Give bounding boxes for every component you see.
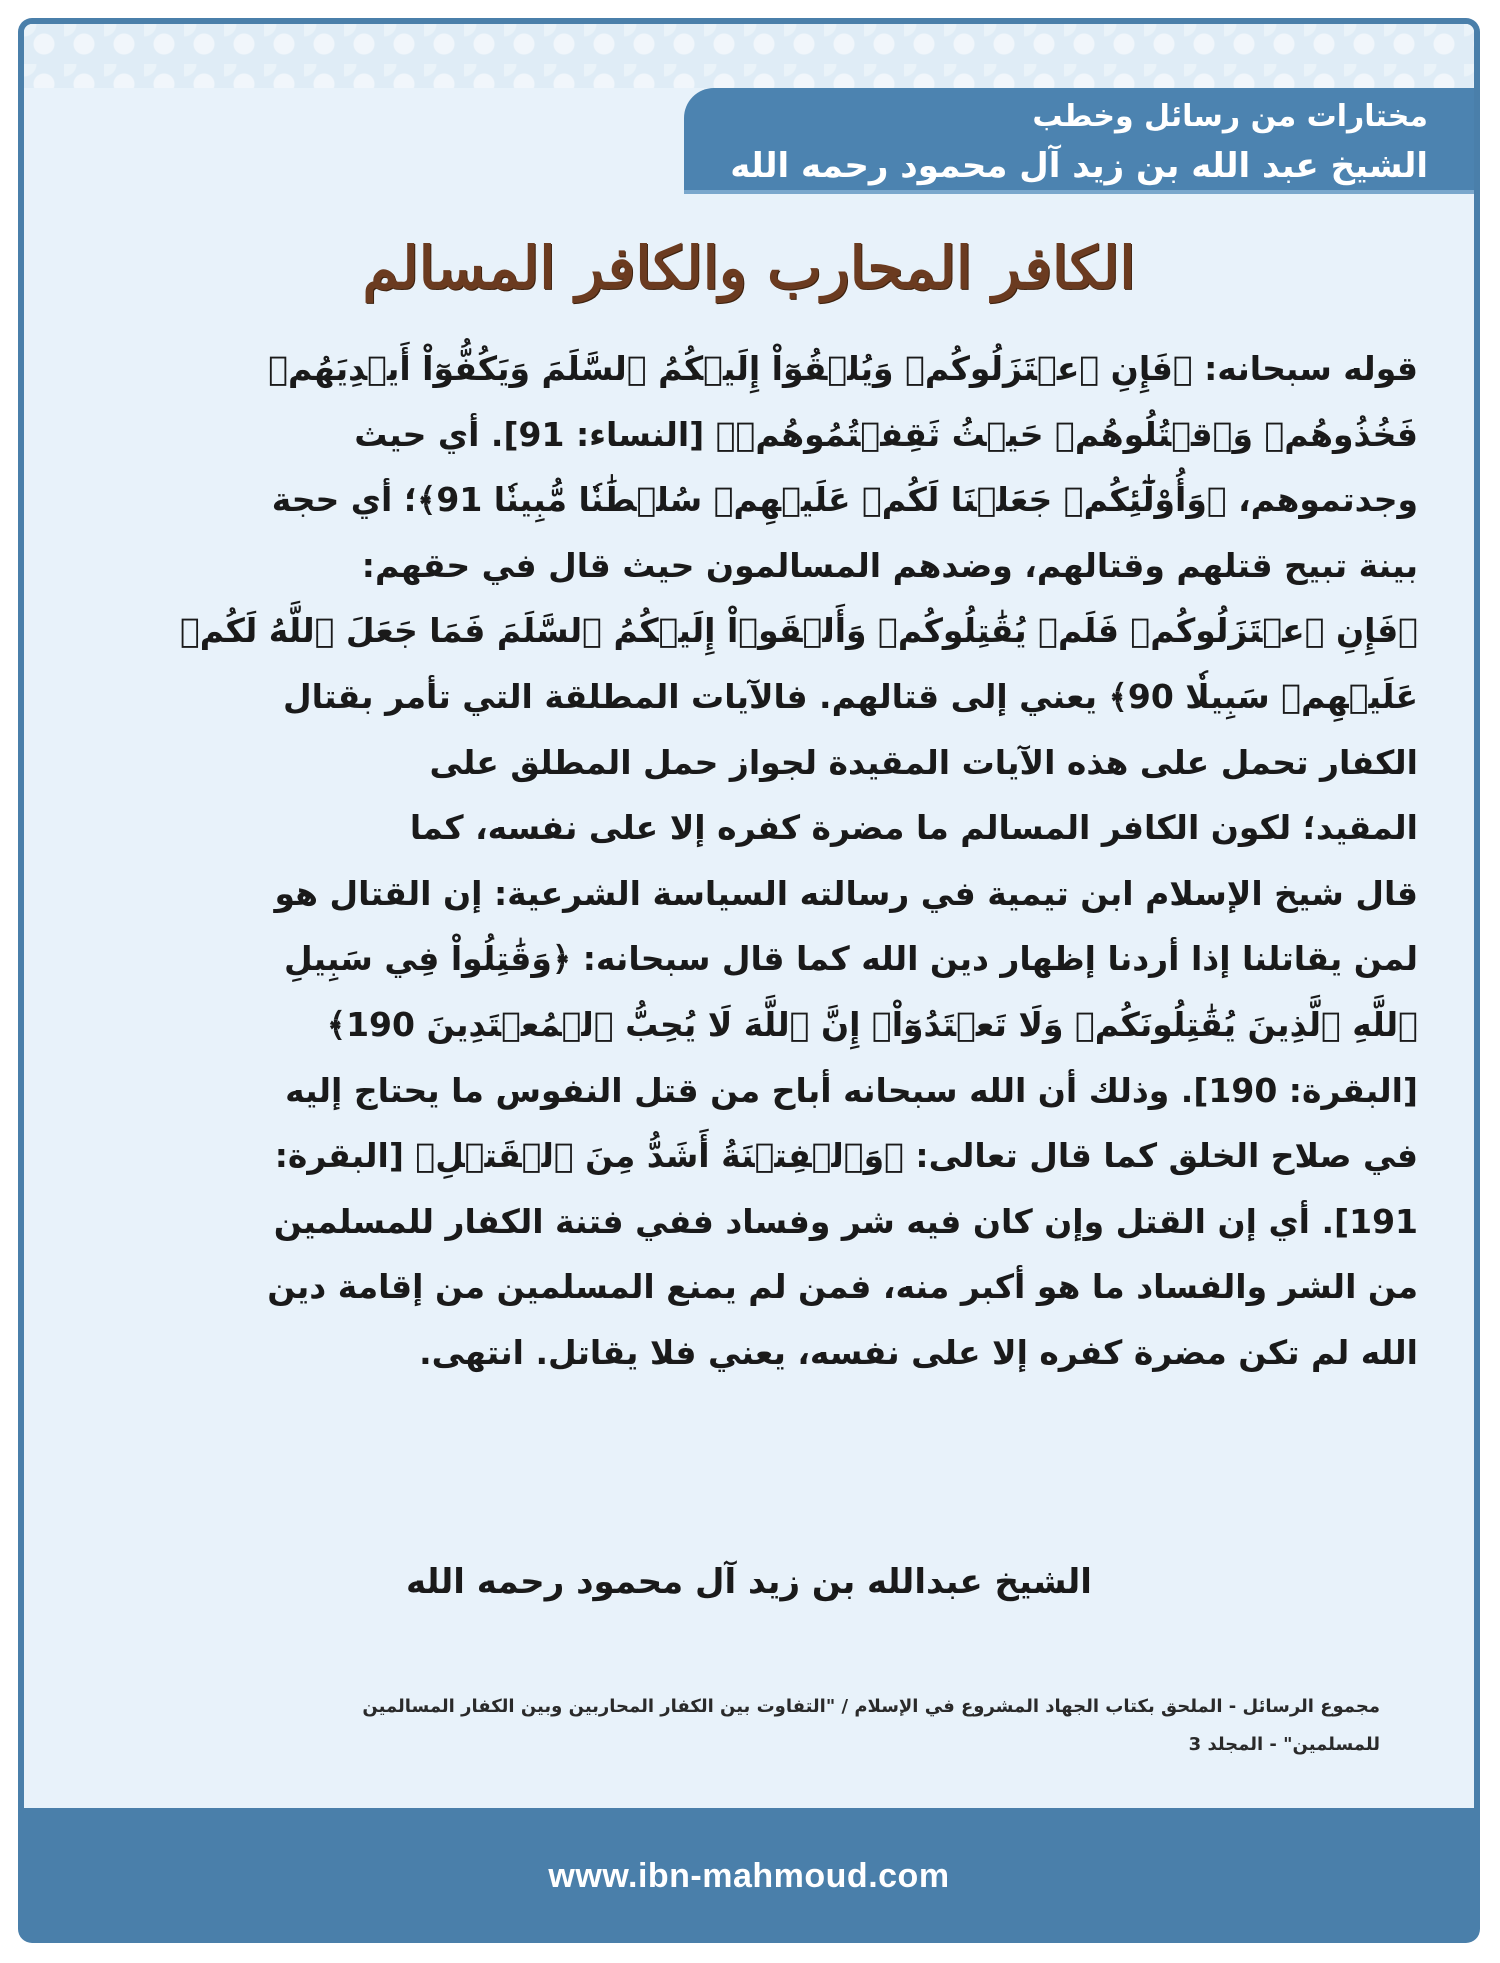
article-body bbox=[118, 336, 1418, 1386]
body-line: [البقرة: 190]. وذلك أن الله سبحانه أباح من قتل النفوس ما يحتاج إليه bbox=[285, 1070, 1418, 1110]
footer-bar bbox=[18, 1810, 1480, 1943]
source-line: مجموع الرسائل - الملحق بكتاب الجهاد المشروع في الإسلام / "التفاوت بين الكفار المحاربين وبين الكفار المسالمين bbox=[362, 1696, 1380, 1717]
body-line: وجدتموهم، ﴿وَأُوْلَٰٓئِكُمۡ جَعَلۡنَا لَكُمۡ عَلَيۡهِمۡ سُلۡطَٰنٗا مُّبِينٗا 91﴾؛ أي حجة bbox=[271, 480, 1418, 520]
series-header bbox=[688, 94, 1428, 192]
body-line: الله لم تكن مضرة كفره إلا على نفسه، يعني فلا يقاتل. انتهى. bbox=[419, 1332, 1418, 1372]
source-line: للمسلمين" - المجلد 3 bbox=[1188, 1734, 1380, 1755]
content-panel bbox=[24, 24, 1474, 1808]
author-signature: الشيخ عبدالله بن زيد آل محمود رحمه الله bbox=[406, 1562, 1092, 1602]
body-line: لمن يقاتلنا إذا أردنا إظهار دين الله كما قال سبحانه: ﴿وَقَٰتِلُواْ فِي سَبِيلِ bbox=[284, 939, 1418, 979]
body-line: فَخُذُوهُمۡ وَٱقۡتُلُوهُمۡ حَيۡثُ ثَقِفۡتُمُوهُمۡ﴾ [النساء: 91]. أي حيث bbox=[354, 414, 1418, 454]
series-title: مختارات من رسائل وخطب bbox=[1032, 99, 1428, 134]
source-citation bbox=[170, 1688, 1380, 1764]
body-line: الكفار تحمل على هذه الآيات المقيدة لجواز حمل المطلق على bbox=[429, 742, 1418, 782]
website-link[interactable]: www.ibn-mahmoud.com bbox=[548, 1857, 950, 1895]
body-line: 191]. أي إن القتل وإن كان فيه شر وفساد ففي فتنة الكفار للمسلمين bbox=[273, 1201, 1418, 1241]
body-line: قال شيخ الإسلام ابن تيمية في رسالته السياسة الشرعية: إن القتال هو bbox=[274, 873, 1418, 913]
article-title: الكافر المحارب والكافر المسالم bbox=[362, 234, 1136, 302]
author-name-header: الشيخ عبد الله بن زيد آل محمود رحمه الله bbox=[730, 146, 1428, 186]
body-line: قوله سبحانه: ﴿فَإِنِ ٱعۡتَزَلُوكُمۡ وَيُلۡقُوٓاْ إِلَيۡكُمُ ٱلسَّلَمَ وَيَكُفُّوٓاْ أَيۡدِيَهُمۡ bbox=[268, 349, 1418, 388]
decorative-pattern bbox=[24, 24, 1474, 88]
body-line: في صلاح الخلق كما قال تعالى: ﴿وَٱلۡفِتۡنَةُ أَشَدُّ مِنَ ٱلۡقَتۡلِ﴾ [البقرة: bbox=[274, 1136, 1418, 1176]
body-line: ٱللَّهِ ٱلَّذِينَ يُقَٰتِلُونَكُمۡ وَلَا تَعۡتَدُوٓاْۚ إِنَّ ٱللَّهَ لَا يُحِبُّ ٱلۡمُعۡتَدِينَ 190﴾ bbox=[326, 1004, 1418, 1044]
body-line: بينة تبيح قتلهم وقتالهم، وضدهم المسالمون حيث قال في حقهم: bbox=[361, 545, 1418, 585]
body-line: ﴿فَإِنِ ٱعۡتَزَلُوكُمۡ فَلَمۡ يُقَٰتِلُوكُمۡ وَأَلۡقَوۡاْ إِلَيۡكُمُ ٱلسَّلَمَ فَمَا جَعَلَ ٱللَّهُ لَكُمۡ bbox=[179, 611, 1418, 651]
body-line: عَلَيۡهِمۡ سَبِيلٗا 90﴾ يعني إلى قتالهم. فالآيات المطلقة التي تأمر بقتال bbox=[282, 676, 1418, 716]
body-line: المقيد؛ لكون الكافر المسالم ما مضرة كفره إلا على نفسه، كما bbox=[409, 808, 1418, 848]
body-line: من الشر والفساد ما هو أكبر منه، فمن لم يمنع المسلمين من إقامة دين bbox=[267, 1267, 1418, 1307]
